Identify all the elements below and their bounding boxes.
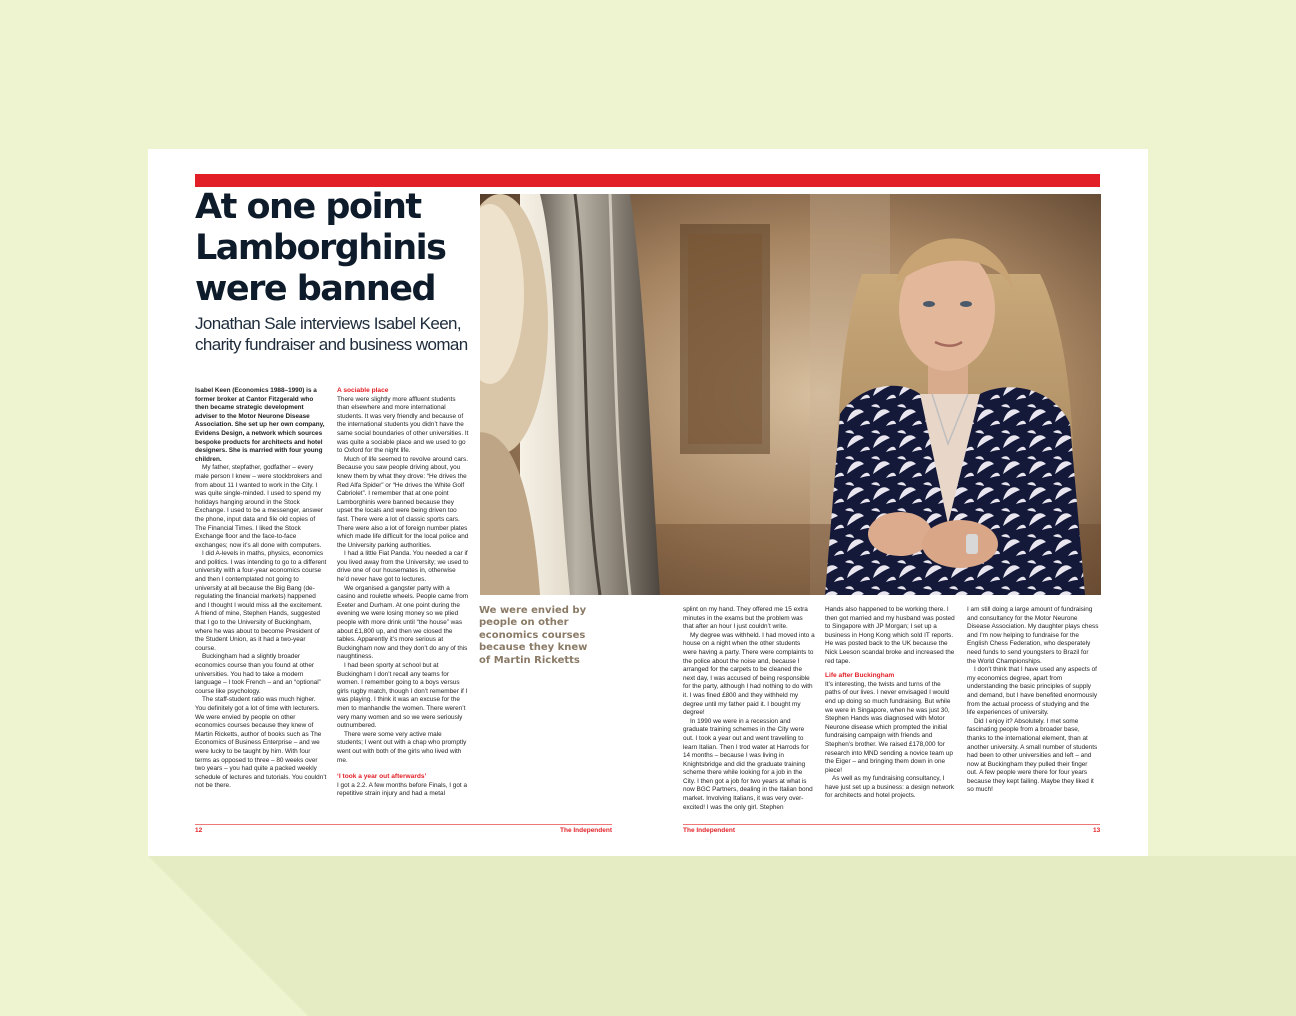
subheading: A sociable place	[337, 387, 389, 394]
portrait-photo-illustration	[480, 194, 1101, 595]
column-1	[195, 387, 327, 791]
pull-quote: We were envied by people on other economics courses because they knew of Martin Ricketts	[479, 605, 588, 666]
brand-right: The Independent	[683, 827, 735, 834]
body-paragraph: The staff-student ratio was much higher. You definitely got a lot of time with lecturers. We were envied by people on other economics courses because they knew of Martin Ricketts, author of books such as The Economics of Business Enterprise – and we were lucky to be taught by him. With four terms as opposed to three – 80 weeks over two years – you had quite a packed weekly schedule of lectures and tutorials. You couldn’t not be there.	[195, 696, 327, 790]
body-paragraph: My degree was withheld. I had moved into a house on a night when the other students were having a party. There were complaints to the police about the noise and, because I arranged for the carpets to be cleaned the next day, I was accused of being responsible for the party, although I had nothing to do with it. I was fined £800 and they withheld my degree until my father paid it. I bought my degree!	[683, 631, 815, 717]
red-rule-right	[612, 174, 1100, 187]
body-paragraph: Buckingham had a slightly broader economics course than you found at other universities. You had to take a modern language – I took French – and an “optional” course like psychology.	[195, 653, 321, 695]
body-paragraph: I got a 2.2. A few months before Finals, I got a repetitive strain injury and had a metal	[337, 781, 468, 798]
body-paragraph: I had a little Fiat Panda. You needed a car if you lived away from the University; we used to drive one of our housemates in, otherwise he’d never have got to lectures.	[337, 550, 469, 584]
body-paragraph: There were slightly more affluent students than elsewhere and more international students. It was very friendly and because of the international students you didn’t have the same social boundaries of other universities. It was quite a sociable place and we used to go to Oxford for the night life.	[337, 395, 469, 455]
body-paragraph: It’s interesting, the twists and turns of the paths of our lives. I never envisaged I would end up doing so much fundraising. But while we were in Singapore, when he was just 30, Stephen Hands was diagnosed with Motor Neurone disease which prompted the initial fundraising campaign with friends and Stephen’s brother. We raised £178,000 for research into MND sending a novice team up the Eiger – and bringing them down in one piece!	[825, 680, 953, 774]
footer-rule-left	[195, 824, 612, 825]
column-5	[967, 606, 1099, 795]
body-paragraph: In 1990 we were in a recession and graduate training schemes in the City were out. I took a year out and went travelling to learn Italian. Then I trod water at Harrods for 14 months – because I was living in Knightsbridge and did the graduate training scheme there while looking for a job in the City. I then got a job for two years at what is now BGC Partners, dealing in the Italian bond market. Involving Italians, it was very over-excited! I was the only girl. Stephen	[683, 717, 813, 811]
body-paragraph: We organised a gangster party with a casino and roulette wheels. People came from Exeter and Durham. At one point during the evening we were losing money so we plied people with more drink until “the house” was about £1,800 up, and then we closed the tables. Apparently it’s more serious at Buckingham now and they don’t do any of this naughtiness.	[337, 584, 469, 661]
footer-rule-right	[683, 824, 1100, 825]
headline: At one point Lamborghinis were banned	[195, 187, 446, 309]
body-paragraph: Hands also happened to be working there. I then got married and my husband was posted to Singapore with JP Morgan; I set up a business in Hong Kong which sold IT reports. He was posted back to the UK because the Nick Leeson scandal broke and increased the red tape.	[825, 606, 955, 665]
body-paragraph: splint on my hand. They offered me 15 extra minutes in the exams but the problem was that after an hour I just couldn’t write.	[683, 606, 808, 631]
intro-paragraph: Isabel Keen (Economics 1988–1990) is a former broker at Cantor Fitzgerald who then became strategic development adviser to the Motor Neurone Disease Association. She set up her own company, Evidens Design, a network which sources bespoke products for architects and hotel designers. She is married with four young children.	[195, 387, 325, 463]
column-3	[683, 606, 815, 812]
body-paragraph: Did I enjoy it? Absolutely. I met some fascinating people from a broader base, thanks to the international element, than at another university. A small number of students had been to other universities and left – and now at Buckingham they pulled their finger out. A few people were there for four years because they kept failing. Maybe they liked it so much!	[967, 717, 1098, 794]
standfirst: Jonathan Sale interviews Isabel Keen, charity fundraiser and business woman	[195, 314, 468, 354]
red-rule-left	[195, 174, 612, 187]
page-number-right: 13	[1093, 827, 1101, 834]
body-paragraph: There were some very active male students; I went out with a chap who promptly went out with both of the girls who lived with me.	[337, 730, 467, 764]
column-4	[825, 606, 957, 801]
body-paragraph: I had been sporty at school but at Buckingham I don’t recall any teams for women. I remember going to a boys versus girls rugby match, though I don’t remember if I was playing. I think it was an excuse for the men to manhandle the women. There weren’t very many women and so we were seriously outnumbered.	[337, 662, 468, 730]
subheading: ‘I took a year out afterwards’	[337, 773, 427, 781]
subheading: Life after Buckingham	[825, 672, 895, 680]
body-paragraph: I am still doing a large amount of fundraising and consultancy for the Motor Neurone Disease Association. My daughter plays chess and I’m now helping to fundraise for the English Chess Federation, who desperately need funds to send youngsters to Brazil for the World Championships.	[967, 606, 1099, 665]
page-number-left: 12	[195, 827, 203, 834]
brand-left: The Independent	[560, 827, 612, 834]
body-paragraph: My father, stepfather, godfather – every male person I knew – were stockbrokers and from about 11 I wanted to work in the City. I was quite single-minded. I used to spend my holidays hanging around in the Stock Exchange. I used to be a messenger, answer the phone, input data and file old copies of The Financial Times. I liked the Stock Exchange floor and the face-to-face exchanges; now it’s all done with computers.	[195, 464, 323, 549]
column-2	[337, 387, 469, 799]
body-paragraph: As well as my fundraising consultancy, I have just set up a business: a design network for architects and hotel projects.	[825, 775, 954, 800]
portrait-photo	[480, 194, 1101, 595]
page-shadow	[148, 856, 1296, 1016]
body-paragraph: I don’t think that I have used any aspects of my economics degree, apart from understanding the basic principles of supply and demand, but I have benefited enormously from the actual process of studying and the life experiences of university.	[967, 666, 1098, 717]
body-paragraph: Much of life seemed to revolve around cars. Because you saw people driving about, you knew them by what they drove: “He drives the Red Alfa Spider” or “He drives the White Golf Cabriolet”. I remember that at one point Lamborghinis were banned because they upset the locals and were being driven too fast. There were a lot of classic sports cars. There were also a lot of foreign number plates which made life difficult for the local police and the University parking authorities.	[337, 455, 469, 549]
magazine-spread	[148, 149, 1148, 856]
body-paragraph: I did A-levels in maths, physics, economics and politics. I was intending to go to a different university with a four-year economics course and then I contemplated not going to university at all because the Big Bang (de-regulating the financial markets) happened and I thought I would miss all the excitement. A friend of mine, Stephen Hands, suggested that I go to the University of Buckingham, where he was about to become President of the Student Union, as it had a two-year course.	[195, 550, 327, 652]
